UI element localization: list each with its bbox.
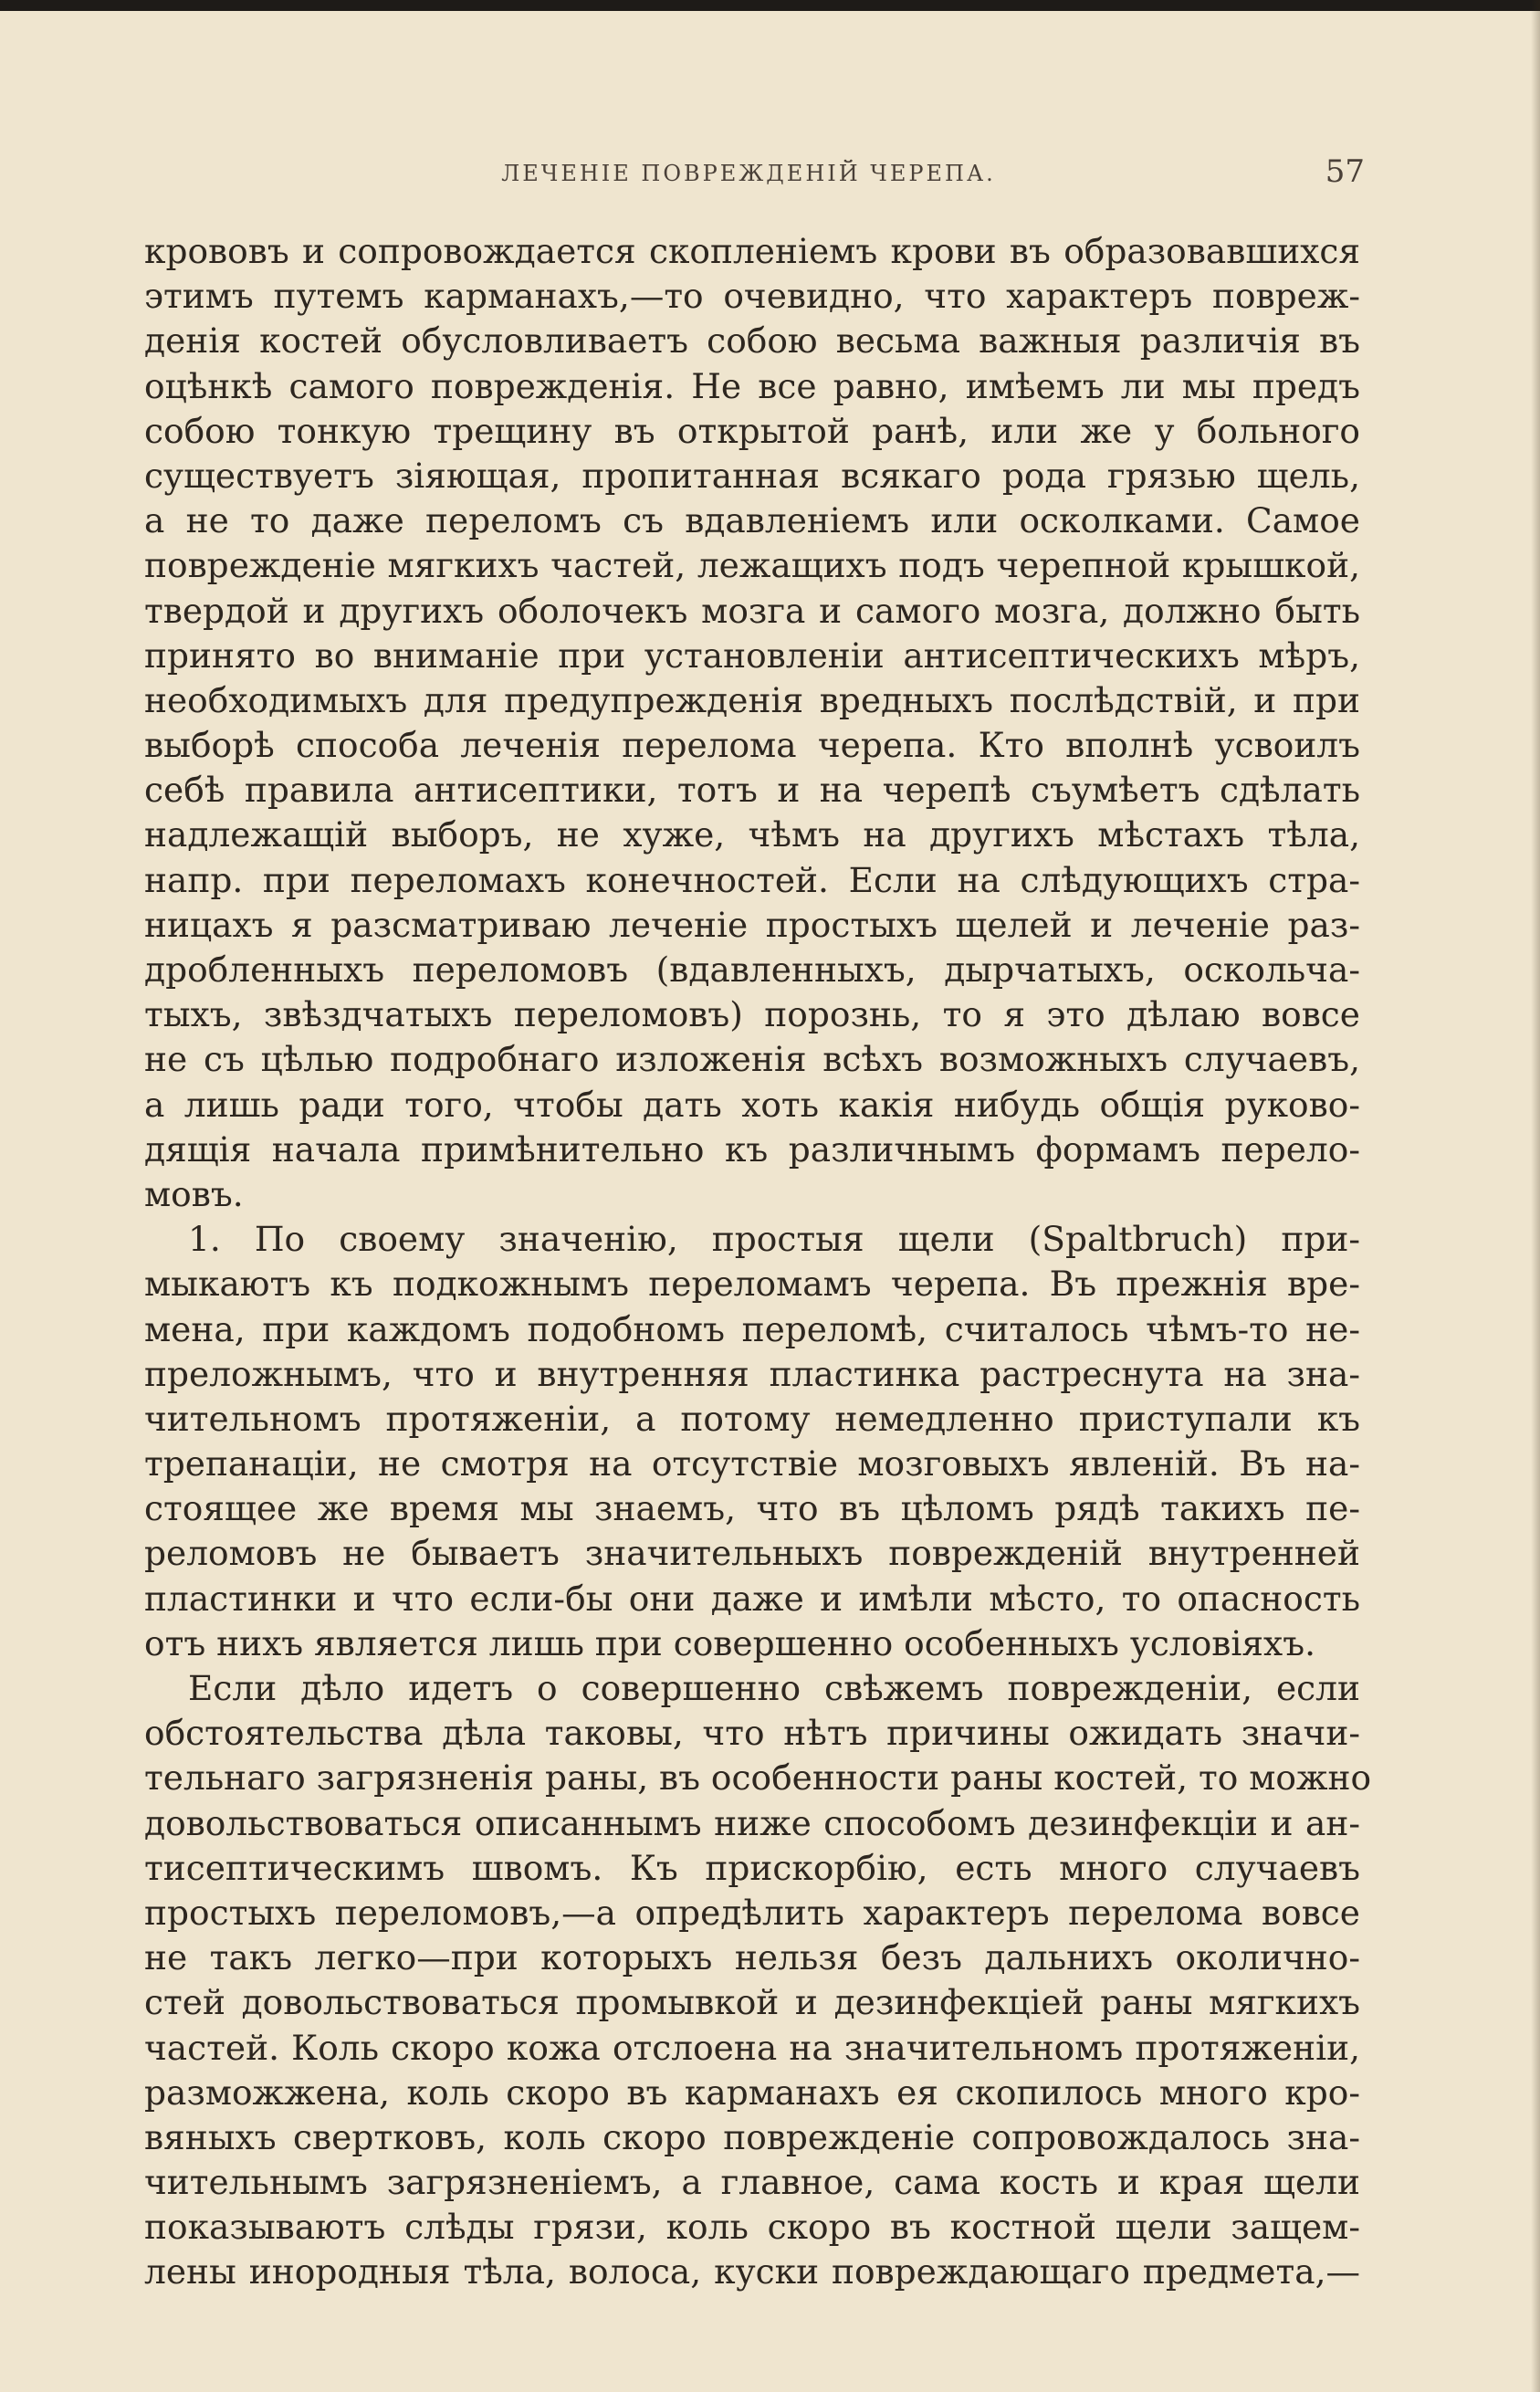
- text-line: надлежащій выборъ, не хуже, чѣмъ на другихъ мѣстахъ тѣла,: [144, 814, 1360, 855]
- page-number: 57: [1325, 153, 1365, 190]
- text-line: твердой и другихъ оболочекъ мозга и самого мозга, должно быть: [144, 590, 1360, 631]
- text-line: тисептическимъ швомъ. Къ прискорбію, есть много случаевъ: [144, 1847, 1360, 1888]
- text-line: денія костей обусловливаетъ собою весьма важныя различія въ: [144, 320, 1360, 362]
- body-text: [144, 229, 1372, 2295]
- text-line: выборѣ способа леченія перелома черепа. Кто вполнѣ усвоилъ: [144, 725, 1360, 766]
- text-line: Если дѣло идетъ о совершенно свѣжемъ поврежденіи, если: [188, 1668, 1360, 1708]
- text-line: существуетъ зіяющая, пропитанная всякаго рода грязью щель,: [144, 455, 1360, 496]
- text-line: лены инородныя тѣла, волоса, куски повреждающаго предмета,—: [144, 2251, 1360, 2292]
- text-line: обстоятельства дѣла таковы, что нѣтъ причины ожидать значи-: [144, 1713, 1360, 1754]
- text-line: мовъ.: [144, 1173, 244, 1214]
- page-right-edge: [1531, 0, 1540, 2392]
- text-line: пластинки и что если-бы они даже и имѣли мѣсто, то опасность: [144, 1578, 1360, 1619]
- text-line: тыхъ, звѣздчатыхъ переломовъ) порознь, то я это дѣлаю вовсе: [144, 994, 1360, 1035]
- text-line: поврежденіе мягкихъ частей, лежащихъ подъ черепной крышкой,: [144, 545, 1360, 586]
- text-line: собою тонкую трещину въ открытой ранѣ, или же у больного: [144, 410, 1360, 451]
- text-line: вяныхъ свертковъ, коль скоро поврежденіе сопровождалось зна-: [144, 2116, 1360, 2157]
- text-line: мыкаютъ къ подкожнымъ переломамъ черепа. Въ прежнія вре-: [144, 1264, 1360, 1305]
- text-line: себѣ правила антисептики, тотъ и на черепѣ съумѣетъ сдѣлать: [144, 770, 1360, 811]
- text-line: разможжена, коль скоро въ карманахъ ея скопилось много кро-: [144, 2072, 1360, 2113]
- text-line: а не то даже переломъ съ вдавленіемъ или осколками. Самое: [144, 500, 1360, 541]
- text-line: частей. Коль скоро кожа отслоена на значительномъ протяженіи,: [144, 2027, 1360, 2068]
- text-line: показываютъ слѣды грязи, коль скоро въ костной щели защем-: [144, 2207, 1360, 2248]
- text-line: чительномъ протяженіи, а потому немедленно приступали къ: [144, 1398, 1360, 1439]
- text-line: 1. По своему значенію, простыя щели (Spaltbruch) при-: [188, 1219, 1360, 1260]
- text-line: реломовъ не бываетъ значительныхъ поврежденій внутренней: [144, 1533, 1360, 1574]
- text-line: не такъ легко—при которыхъ нельзя безъ дальнихъ околично-: [144, 1937, 1360, 1978]
- text-line: мена, при каждомъ подобномъ переломѣ, считалось чѣмъ-то не-: [144, 1308, 1360, 1349]
- text-line: дящія начала примѣнительно къ различнымъ формамъ перело-: [144, 1128, 1360, 1170]
- text-line: не съ цѣлью подробнаго изложенія всѣхъ возможныхъ случаевъ,: [144, 1039, 1360, 1080]
- text-line: дробленныхъ переломовъ (вдавленныхъ, дырчатыхъ, оскольча-: [144, 949, 1360, 990]
- text-line: довольствоваться описаннымъ ниже способомъ дезинфекціи и ан-: [144, 1802, 1360, 1843]
- text-line: а лишь ради того, чтобы дать хоть какія нибудь общія руково-: [144, 1084, 1360, 1125]
- text-line: ницахъ я разсматриваю леченіе простыхъ щелей и леченіе раз-: [144, 904, 1360, 945]
- text-line: простыхъ переломовъ,—а опредѣлить характеръ перелома вовсе: [144, 1892, 1360, 1933]
- text-line: напр. при переломахъ конечностей. Если на слѣдующихъ стра-: [144, 859, 1360, 900]
- text-line: тельнаго загрязненія раны, въ особенности раны костей, то можно: [144, 1757, 1372, 1799]
- text-line: необходимыхъ для предупрежденія вредныхъ послѣдствій, и при: [144, 679, 1360, 720]
- text-line: стоящее же время мы знаемъ, что въ цѣломъ рядѣ такихъ пе-: [144, 1488, 1360, 1529]
- text-line: чительнымъ загрязненіемъ, а главное, сама кость и края щели: [144, 2162, 1360, 2203]
- text-line: отъ нихъ является лишь при совершенно особенныхъ условіяхъ.: [144, 1622, 1315, 1663]
- page-top-edge: [0, 0, 1540, 11]
- text-line: оцѣнкѣ самого поврежденія. Не все равно, имѣемъ ли мы предъ: [144, 365, 1360, 406]
- running-head: [132, 153, 1365, 194]
- text-line: преложнымъ, что и внутренняя пластинка растреснута на зна-: [144, 1353, 1360, 1394]
- text-line: трепанаціи, не смотря на отсутствіе мозговыхъ явленій. Въ на-: [144, 1443, 1360, 1485]
- text-line: принято во вниманіе при установленіи антисептическихъ мѣръ,: [144, 635, 1360, 676]
- text-line: крововъ и сопровождается скопленіемъ крови въ образовавшихся: [144, 231, 1360, 271]
- text-line: стей довольствоваться промывкой и дезинфекціей раны мягкихъ: [144, 1982, 1360, 2023]
- running-title: ЛЕЧЕНІЕ ПОВРЕЖДЕНІЙ ЧЕРЕПА.: [501, 161, 996, 186]
- text-line: этимъ путемъ карманахъ,—то очевидно, что характеръ повреж-: [144, 276, 1360, 317]
